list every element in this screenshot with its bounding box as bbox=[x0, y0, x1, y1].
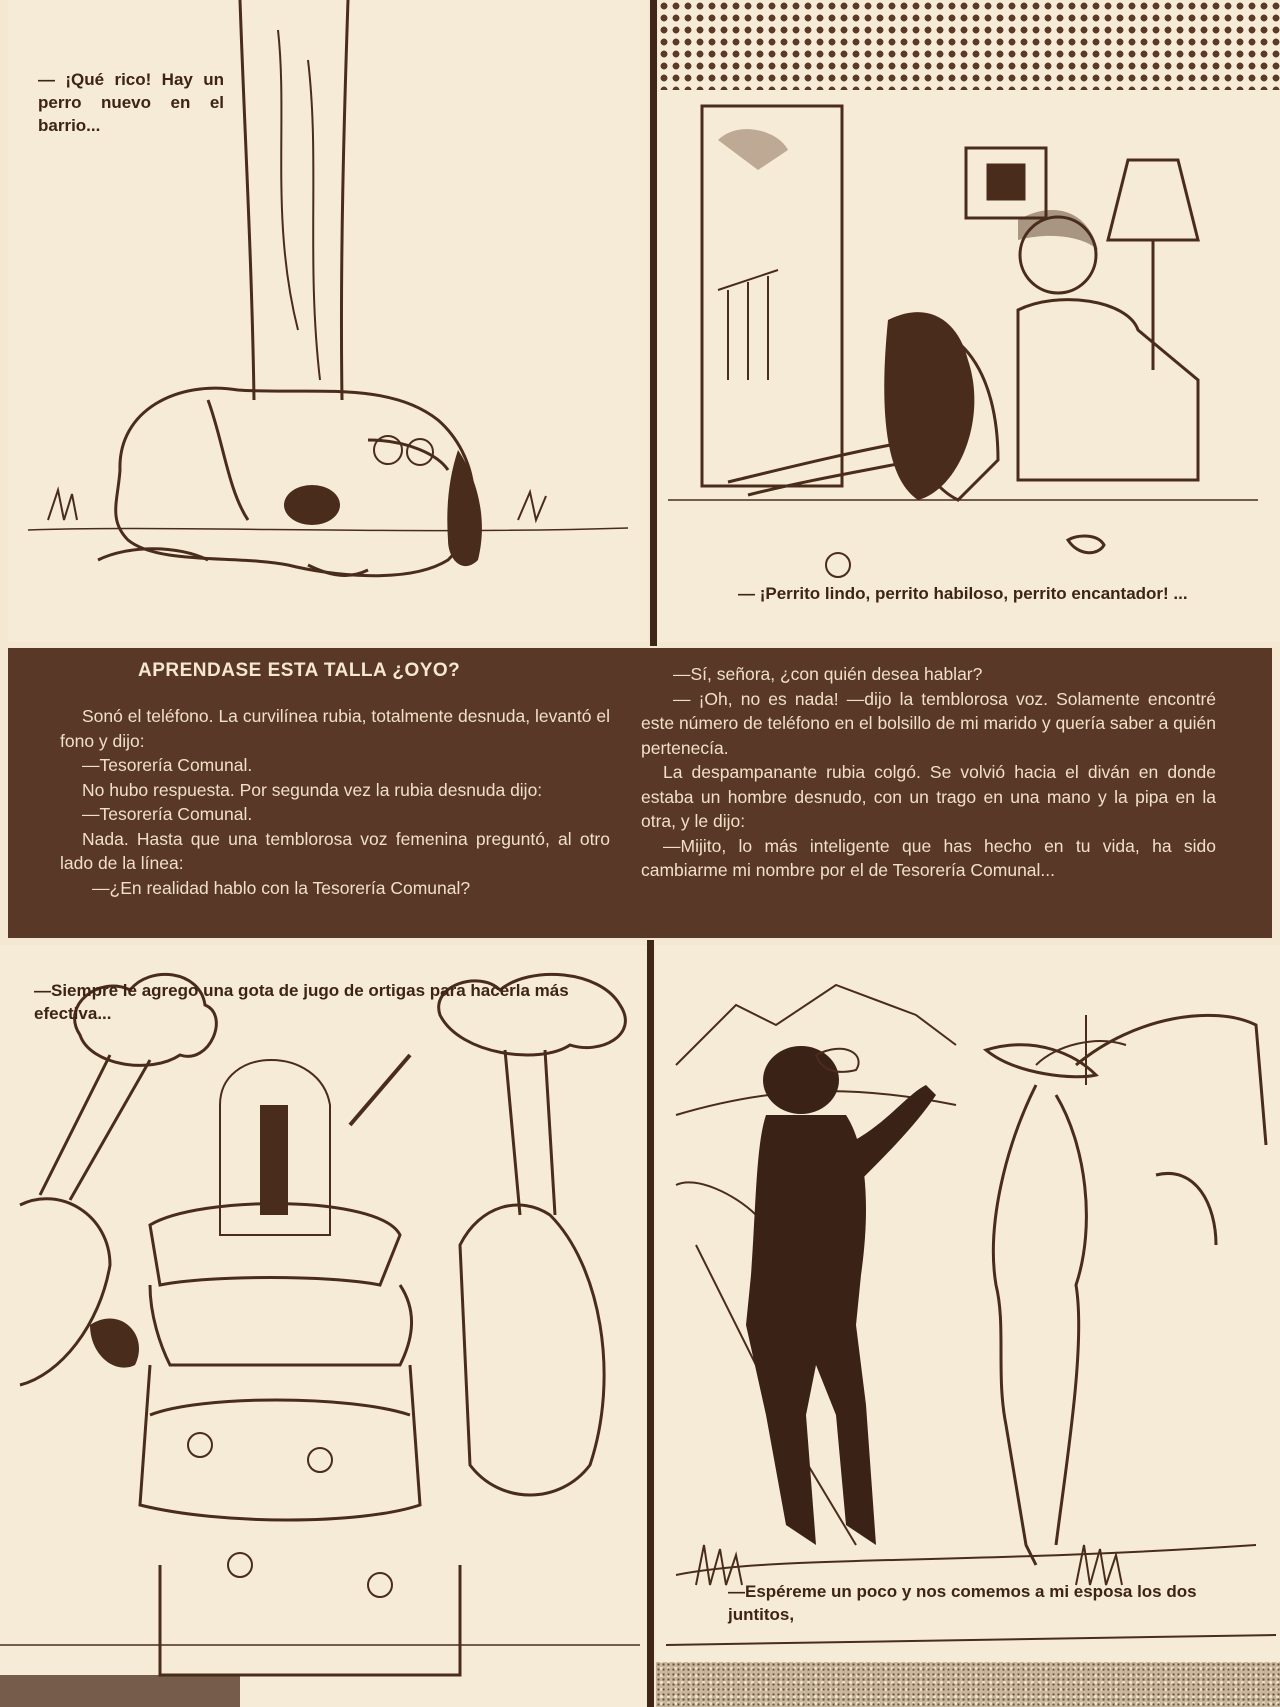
vertical-gutter-bottom bbox=[647, 940, 654, 1707]
panel-lady-dog bbox=[658, 0, 1280, 642]
story-right-p2: — ¡Oh, no es nada! —dijo la temblorosa voz. Solamente encontré este número de teléfono en el bolsillo de mi marido y quería saber a quién pertenecía. bbox=[641, 688, 1216, 758]
story-left-p3: No hubo respuesta. Por segunda vez la rubia desnuda dijo: bbox=[82, 779, 543, 800]
speckle-texture-footer bbox=[656, 1662, 1280, 1707]
story-right-p4: —Mijito, lo más inteligente que has hecho en tu vida, ha sido cambiarme mi nombre por el de Tesorería Comunal... bbox=[641, 835, 1216, 880]
story-left-p6: —¿En realidad hablo con la Tesorería Comunal? bbox=[92, 877, 471, 898]
cake-caption: —Siempre le agrego una gota de jugo de ortigas para hacerla más efectiva... bbox=[34, 981, 569, 1023]
joke-story-box bbox=[8, 648, 1272, 938]
lady-dog-illustration bbox=[658, 0, 1280, 642]
story-right-p3: La despampanante rubia colgó. Se volvió hacia el diván en donde estaba un hombre desnudo, con un trago en una mano y la pipa en la otra, y le dijo: bbox=[641, 762, 1216, 831]
panel-dog-tree bbox=[8, 0, 648, 642]
vertical-gutter-top bbox=[650, 0, 657, 646]
lady-dog-caption: — ¡Perrito lindo, perrito habiloso, perrito encantador! ... bbox=[738, 584, 1188, 603]
story-left-p5: Nada. Hasta que una temblorosa voz femenina preguntó, al otro lado de la línea: bbox=[60, 828, 610, 873]
panel-cake bbox=[0, 945, 646, 1707]
story-right-column bbox=[641, 662, 1216, 883]
story-left-p4: —Tesorería Comunal. bbox=[82, 804, 253, 824]
dog-tree-caption: — ¡Qué rico! Hay un perro nuevo en el barrio... bbox=[38, 70, 224, 135]
story-right-p1: —Sí, señora, ¿con quién desea hablar? bbox=[673, 664, 983, 684]
story-title: APRENDASE ESTA TALLA ¿OYO? bbox=[138, 660, 461, 681]
cake-illustration bbox=[0, 945, 646, 1707]
panel-jungle bbox=[656, 945, 1280, 1707]
story-left-column bbox=[60, 704, 610, 900]
story-left-p1: Sonó el teléfono. La curvilínea rubia, totalmente desnuda, levantó el fono y dijo: bbox=[60, 706, 610, 751]
story-left-p2: —Tesorería Comunal. bbox=[82, 755, 253, 775]
jungle-caption: —Espéreme un poco y nos comemos a mi esposa los dos juntitos, bbox=[728, 1582, 1197, 1624]
